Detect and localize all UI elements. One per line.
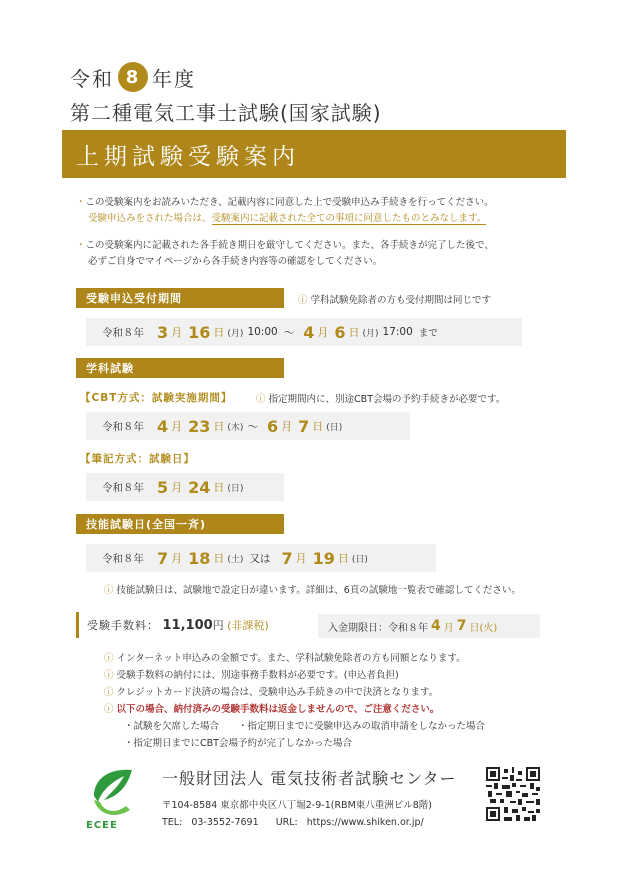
info-circle-icon: ⓘ bbox=[104, 687, 114, 698]
weekday: (土) bbox=[227, 554, 244, 565]
intro-text: この受験案内をお読みいただき、記載内容に同意した上で受験申込み手続きを行ってください。 bbox=[85, 197, 494, 208]
unit: 日 bbox=[213, 420, 225, 433]
note-text: 受験手数料の納付には、別途事務手数料が必要です。(申込者負担) bbox=[116, 670, 399, 681]
date-value: 4 bbox=[157, 416, 169, 436]
note-text: 技能試験日は、試験地で設定日が違います。詳細は、6頁の試験地一覧表で確認してください。 bbox=[116, 585, 521, 596]
range-separator: ～ bbox=[247, 420, 258, 433]
weekday: (木) bbox=[227, 422, 244, 433]
weekday: (日) bbox=[351, 554, 368, 565]
fee-note bbox=[104, 667, 485, 684]
section-skill-exam: 技能試験日(全国一斉) bbox=[76, 514, 284, 534]
cbt-period-dates bbox=[86, 412, 410, 440]
time: 10:00 bbox=[247, 326, 278, 338]
time: 17:00 bbox=[382, 326, 413, 338]
qr-code[interactable] bbox=[486, 767, 540, 821]
date-value: 7 bbox=[298, 416, 310, 436]
era: 令和８年 bbox=[102, 481, 144, 494]
unit: 月 bbox=[171, 420, 183, 433]
range-separator: ～ bbox=[283, 326, 295, 339]
cbt-label: 【CBT方式：試験実施期間】 bbox=[80, 392, 233, 404]
date-value: 6 bbox=[266, 416, 279, 436]
cbt-note bbox=[256, 391, 505, 405]
exam-name: 第二種電気工事士試験(国家試験) bbox=[70, 101, 382, 125]
info-circle-icon: ⓘ bbox=[256, 394, 266, 405]
dot-bullet-icon: ・ bbox=[76, 197, 86, 208]
note-text: インターネット申込みの金額です。また、学科試験免除者の方も同額となります。 bbox=[116, 653, 466, 664]
title-year bbox=[70, 62, 196, 92]
url-label: URL: bbox=[275, 817, 298, 828]
fee-currency: 円 bbox=[212, 619, 224, 632]
section-application-period: 受験申込受付期間 bbox=[76, 288, 284, 308]
unit: 日 bbox=[213, 326, 225, 339]
date-value: 5 bbox=[157, 477, 169, 497]
intro-paragraph-2 bbox=[76, 238, 494, 270]
refund-item-text: ・試験を欠席した場合 bbox=[124, 721, 220, 732]
ecee-leaf-logo bbox=[88, 766, 138, 824]
refund-item: ・指定期日までにCBT会場予約が完了しなかった場合 bbox=[124, 738, 352, 749]
fee-amount: 11,100 bbox=[162, 618, 213, 633]
date-value: 3 bbox=[157, 322, 169, 342]
date-value: 4 bbox=[303, 322, 315, 342]
weekday: (日) bbox=[227, 483, 244, 494]
unit: 日 bbox=[312, 420, 324, 433]
info-circle-icon: ⓘ bbox=[104, 670, 114, 681]
note-text: 学科試験免除者の方も受付期間は同じです bbox=[310, 295, 492, 306]
era: 令和８年 bbox=[102, 552, 144, 565]
date-value: 24 bbox=[188, 477, 211, 497]
logo-text: ECEE bbox=[86, 820, 118, 831]
weekday: (月) bbox=[227, 328, 244, 339]
tel-label: TEL: bbox=[162, 817, 183, 828]
intro-paragraph-1 bbox=[76, 195, 494, 227]
unit: 月 bbox=[171, 326, 183, 339]
intro-text: 受験申込みをされた場合は、 bbox=[88, 213, 212, 224]
unit: 月 bbox=[317, 326, 329, 339]
unit: 日 bbox=[348, 326, 360, 339]
fee-tax: (非課税) bbox=[227, 619, 269, 632]
website-link[interactable]: https://www.shiken.or.jp/ bbox=[306, 817, 424, 828]
date-value: 7 bbox=[456, 618, 467, 634]
application-period-dates bbox=[86, 318, 522, 346]
unit: 月 bbox=[171, 481, 183, 494]
year-circle-badge: 8 bbox=[118, 62, 148, 92]
date-value: 7 bbox=[157, 548, 169, 568]
weekday: (月) bbox=[362, 328, 379, 339]
unit: 日 bbox=[213, 481, 225, 494]
fee-text bbox=[87, 617, 269, 633]
warning-text: 以下の場合、納付済みの受験手数料は返金しませんので、ご注意ください。 bbox=[116, 704, 440, 715]
intro-agreement-text: 受験案内に記載された全ての事項に同意したものとみなします。 bbox=[211, 213, 487, 224]
contact-info bbox=[162, 817, 424, 828]
skill-exam-dates bbox=[86, 544, 436, 572]
skill-exam-note bbox=[104, 582, 521, 596]
application-note bbox=[298, 292, 491, 306]
era: 令和８年 bbox=[102, 420, 144, 433]
date-value: 7 bbox=[281, 548, 293, 568]
info-circle-icon: ⓘ bbox=[104, 653, 114, 664]
paper-exam-date bbox=[86, 473, 284, 501]
unit: 日 bbox=[213, 552, 225, 565]
unit: 月 bbox=[295, 552, 307, 565]
unit: 月 bbox=[171, 552, 183, 565]
weekday: (日) bbox=[326, 422, 343, 433]
dot-bullet-icon: ・ bbox=[76, 240, 86, 251]
note-text: クレジットカード決済の場合は、受験申込み手続きの中で決済となります。 bbox=[116, 687, 439, 698]
info-circle-icon: ⓘ bbox=[104, 585, 114, 596]
note-text: 指定期間内に、別途CBT会場の予約手続きが必要です。 bbox=[268, 394, 506, 405]
tel-number: 03-3552-7691 bbox=[191, 817, 259, 828]
unit: 日 bbox=[337, 552, 349, 565]
date-value: 18 bbox=[188, 548, 211, 568]
refund-item bbox=[104, 718, 485, 735]
unit: 月 bbox=[443, 622, 454, 634]
fee-accent-bar bbox=[76, 612, 79, 638]
refund-item-text: ・指定期日までに受験申込みの取消申請をしなかった場合 bbox=[238, 721, 486, 732]
date-value: 6 bbox=[334, 322, 346, 342]
fee-note bbox=[104, 650, 485, 667]
fee-note bbox=[104, 684, 485, 701]
unit: 日 bbox=[469, 622, 480, 634]
date-value: 19 bbox=[312, 548, 335, 568]
weekday: (火) bbox=[479, 622, 498, 634]
info-circle-icon: ⓘ bbox=[104, 704, 114, 715]
intro-text: この受験案内に記載された各手続き期日を厳守してください。また、各手続きが完了した後で、 bbox=[85, 240, 494, 251]
year-suffix: 年度 bbox=[152, 66, 196, 91]
deadline-label: 入金期限日：令和８年 bbox=[328, 622, 428, 634]
date-value: 16 bbox=[188, 322, 211, 342]
organization-name: 一般財団法人 電気技術者試験センター bbox=[162, 769, 457, 788]
intro-text: 必ずご自身でマイページから各手続き内容等の確認をしてください。 bbox=[88, 256, 383, 267]
era: 令和８年 bbox=[102, 326, 144, 339]
unit: 月 bbox=[281, 420, 293, 433]
until: まで bbox=[418, 328, 438, 339]
date-value: 4 bbox=[431, 618, 441, 634]
date-value: 23 bbox=[188, 416, 211, 436]
paper-label: 【筆記方式：試験日】 bbox=[80, 453, 195, 465]
info-circle-icon: ⓘ bbox=[298, 295, 308, 306]
fee-row bbox=[76, 612, 269, 638]
fee-label: 受験手数料： bbox=[87, 619, 159, 632]
or-separator: 又は bbox=[249, 552, 271, 565]
payment-deadline bbox=[318, 614, 540, 638]
page-title-banner: 上期試験受験案内 bbox=[62, 130, 566, 178]
era-prefix: 令和 bbox=[70, 66, 114, 91]
section-written-exam: 学科試験 bbox=[76, 358, 284, 378]
fee-notes bbox=[104, 650, 485, 752]
address: 〒104-8584 東京都中央区八丁堀2-9-1(RBM東八重洲ビル8階) bbox=[162, 800, 433, 811]
refund-note bbox=[104, 701, 485, 718]
